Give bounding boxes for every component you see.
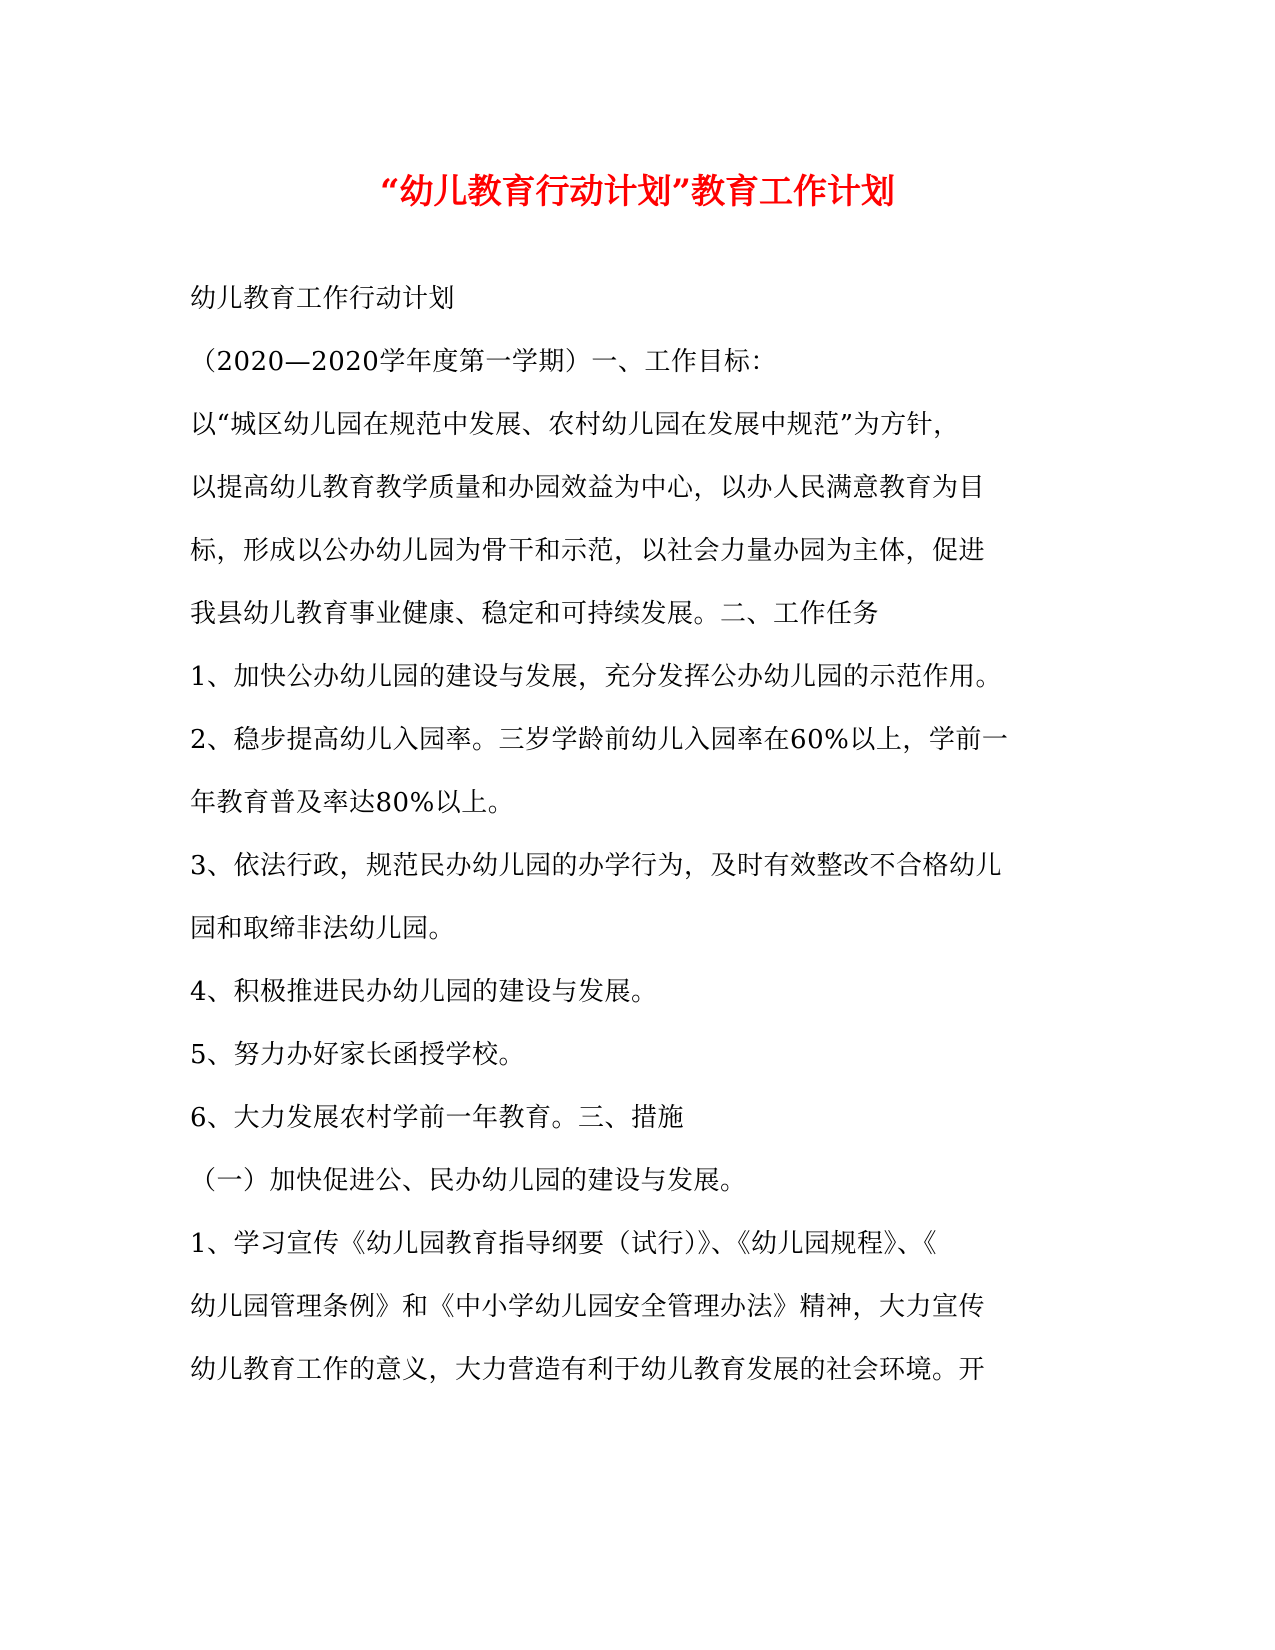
body-line: 年教育普及率达80%以上。 [190, 788, 515, 818]
body-line: 幼儿园管理条例》和《中小学幼儿园安全管理办法》精神，大力宣传 [190, 1292, 986, 1322]
body-line: 4、积极推进民办幼儿园的建设与发展。 [190, 977, 658, 1007]
body-line: 我县幼儿教育事业健康、稳定和可持续发展。二、工作任务 [190, 599, 880, 629]
body-line: 幼儿教育工作的意义，大力营造有利于幼儿教育发展的社会环境。开 [190, 1355, 986, 1385]
body-line: 标，形成以公办幼儿园为骨干和示范，以社会力量办园为主体，促进 [190, 536, 986, 566]
document-title: “幼儿教育行动计划”教育工作计划 [379, 172, 896, 212]
body-line: 幼儿教育工作行动计划 [190, 284, 456, 314]
document-body [190, 284, 1090, 1418]
body-line: 3、依法行政，规范民办幼儿园的办学行为，及时有效整改不合格幼儿 [190, 851, 1003, 881]
body-line: 1、加快公办幼儿园的建设与发展，充分发挥公办幼儿园的示范作用。 [190, 662, 1003, 692]
body-line: 以“城区幼儿园在规范中发展、农村幼儿园在发展中规范”为方针， [190, 410, 960, 440]
body-line: （2020—2020学年度第一学期）一、工作目标： [190, 347, 777, 377]
body-line: 1、学习宣传《幼儿园教育指导纲要（试行）》、《幼儿园规程》、《 [190, 1229, 938, 1259]
body-line: 5、努力办好家长函授学校。 [190, 1040, 526, 1070]
body-line: 园和取缔非法幼儿园。 [190, 914, 456, 944]
body-line: 6、大力发展农村学前一年教育。三、措施 [190, 1103, 685, 1133]
body-line: 以提高幼儿教育教学质量和办园效益为中心，以办人民满意教育为目 [190, 473, 986, 503]
body-line: （一）加快促进公、民办幼儿园的建设与发展。 [190, 1166, 747, 1196]
body-line: 2、稳步提高幼儿入园率。三岁学龄前幼儿入园率在60%以上，学前一 [190, 725, 1009, 755]
